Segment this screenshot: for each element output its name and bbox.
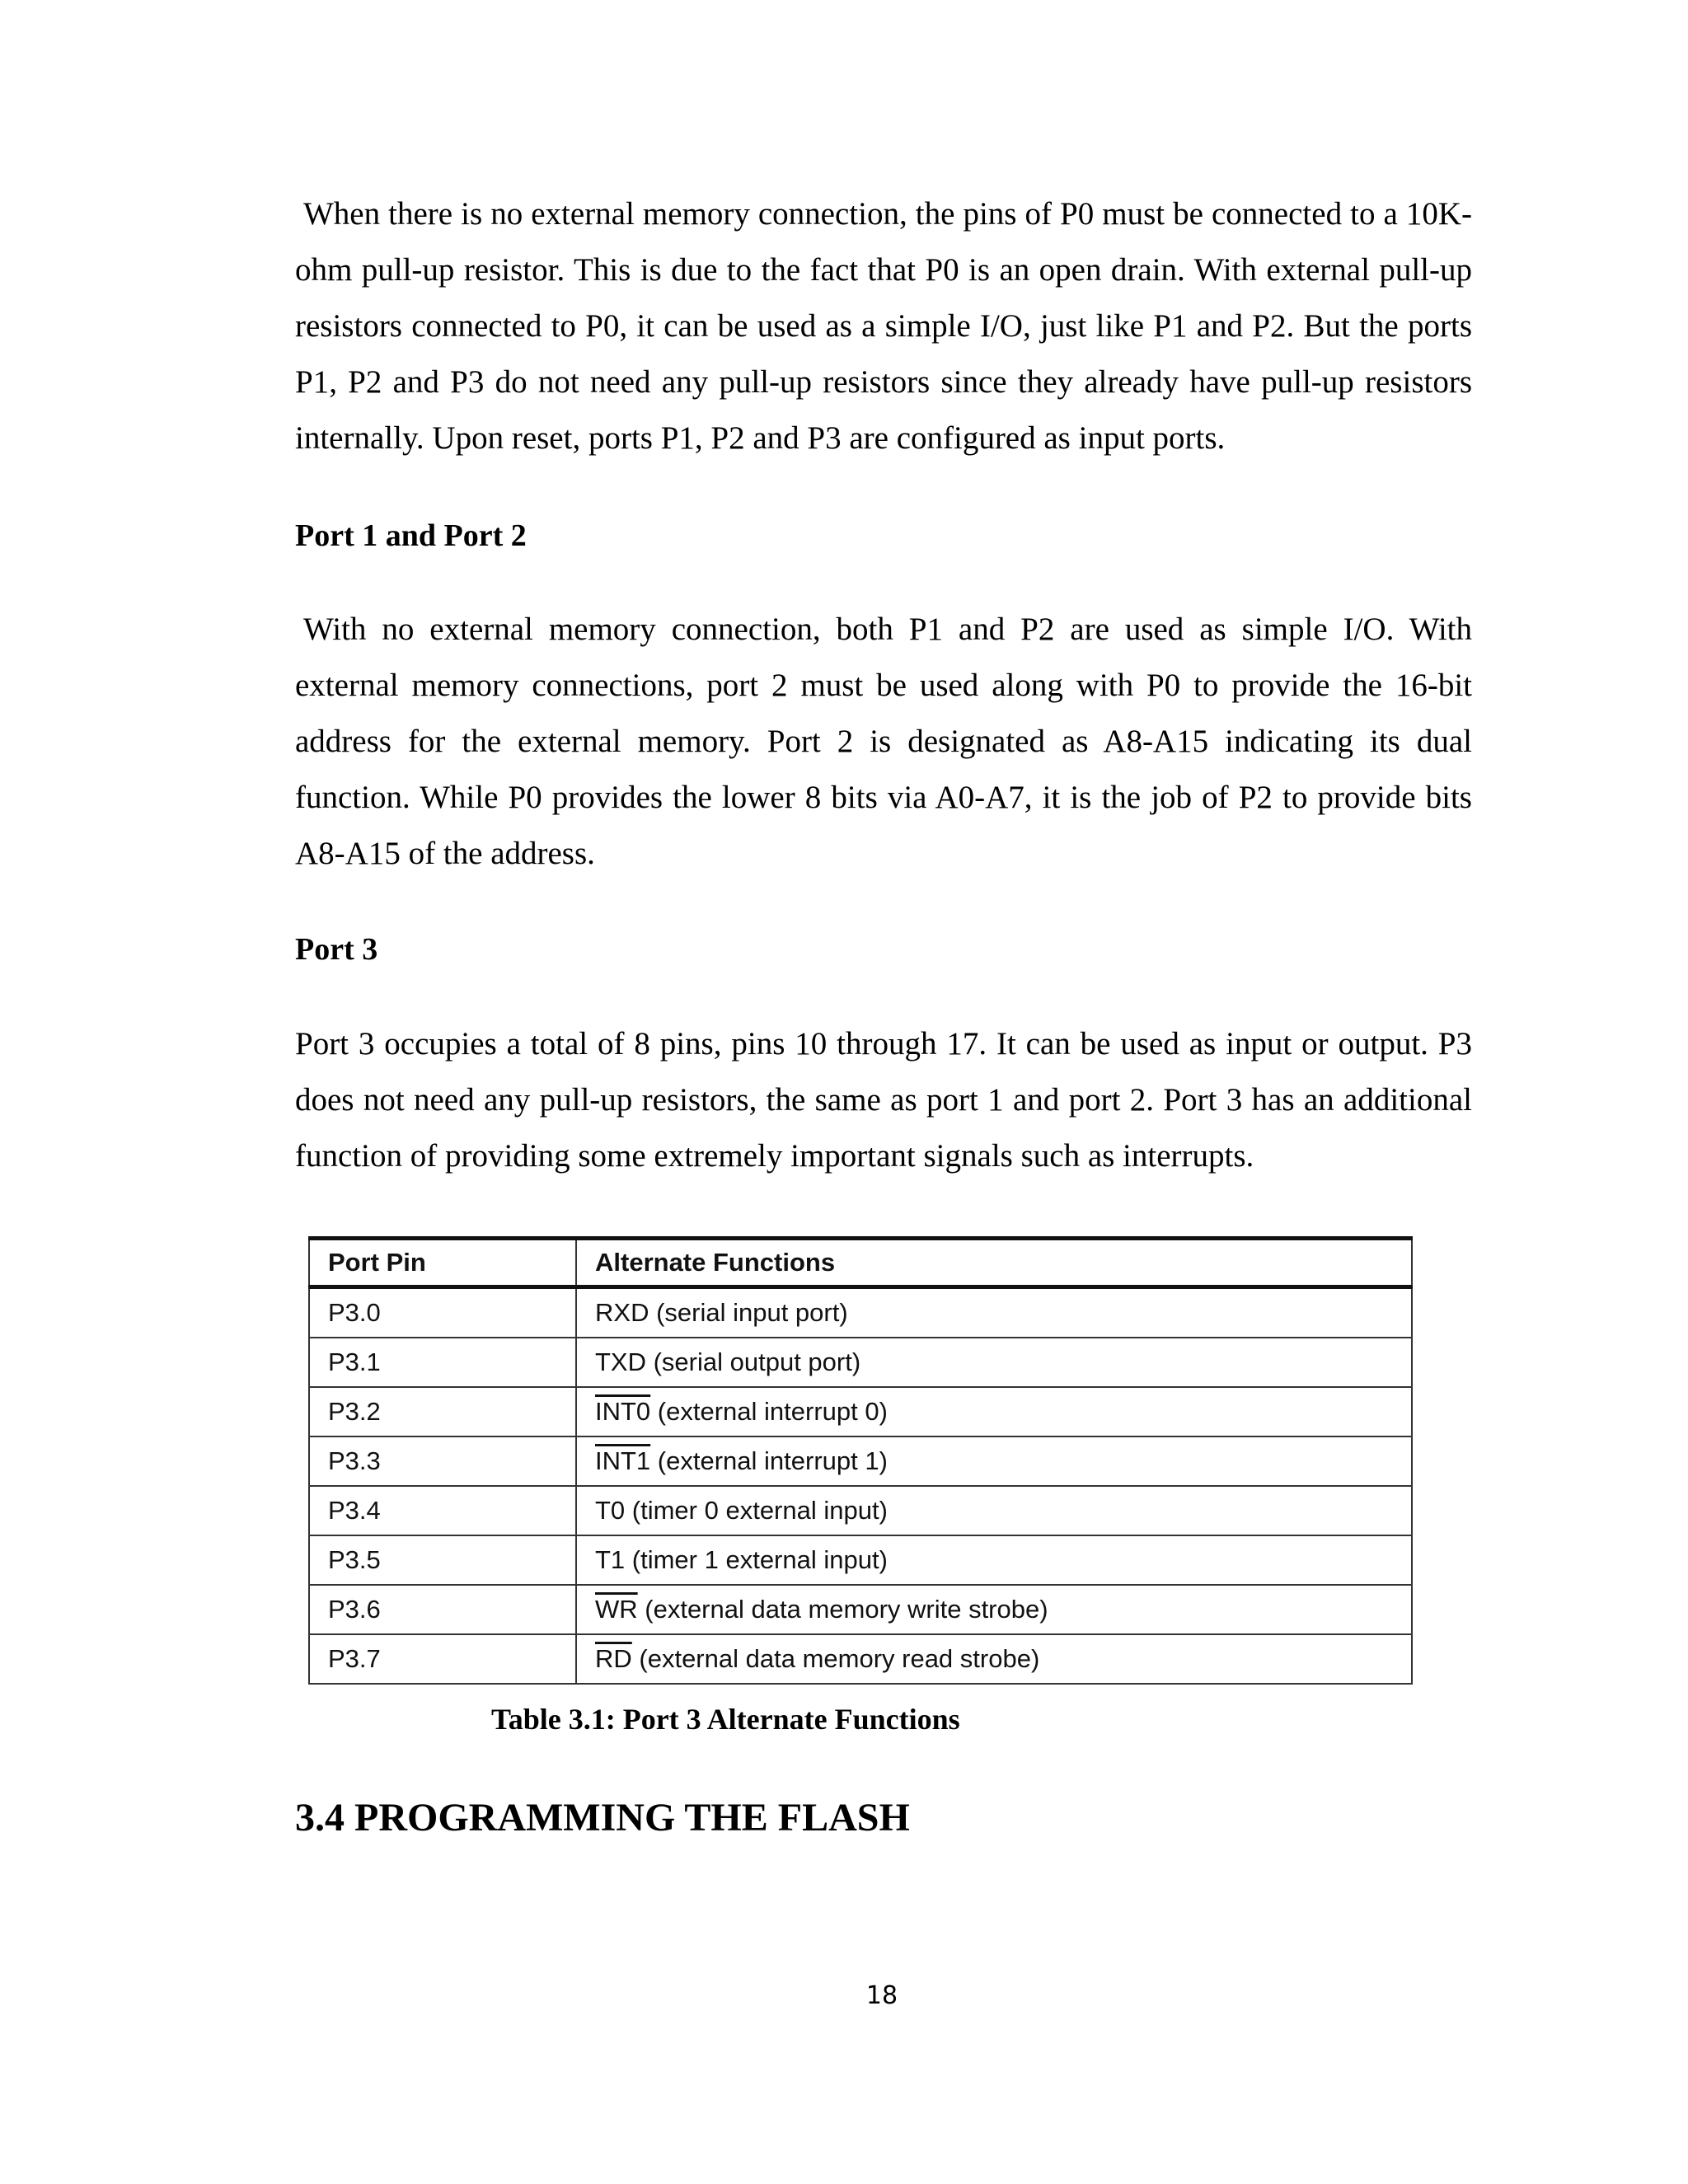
table-row xyxy=(309,1486,1412,1535)
function-description: (external interrupt 0) xyxy=(650,1397,888,1426)
alt-table xyxy=(308,1236,1413,1685)
active-low-signal: $\overline{WR}$ xyxy=(595,1595,638,1624)
active-low-signal: INT0 xyxy=(595,1397,651,1426)
active-low-signal: $\overline{RD}$ xyxy=(595,1644,632,1673)
table-row xyxy=(309,1387,1412,1436)
paragraph-port-3: Port 3 occupies a total of 8 pins, pins 10 through 17. It can be used as input or output. P3 does not need any pull-up resistors, the same as port 1 and port 2. Port 3 has an additional function of providing some extremely important signals such as interrupts. xyxy=(295,1026,1472,1174)
table-row xyxy=(309,1535,1412,1585)
function-cell xyxy=(576,1535,1412,1585)
paragraph-p0-pullup: When there is no external memory connection, the pins of P0 must be connected to a 10K-ohm pull-up resistor. This is due to the fact that P0 is an open drain. With external pull-up resistors connected to P0, it can be used as a simple I/O, just like P1 and P2. But the ports P1, P2 and P3 do not need any pull-up resistors since they already have pull-up resistors internally. Upon reset, ports P1, P2 and P3 are configured as input ports. xyxy=(295,196,1472,456)
function-cell xyxy=(576,1287,1412,1338)
function-description: TXD (serial output port) xyxy=(595,1347,861,1376)
function-description: RXD (serial input port) xyxy=(595,1298,848,1327)
port-pin-cell: P3.2 xyxy=(309,1387,576,1436)
section-title: 3.4 PROGRAMMING THE FLASH xyxy=(295,1796,910,1840)
table-row xyxy=(309,1287,1412,1338)
function-description: T1 (timer 1 external input) xyxy=(595,1545,888,1574)
table-row xyxy=(309,1338,1412,1387)
function-description: (external interrupt 1) xyxy=(650,1446,888,1475)
heading-port-3: Port 3 xyxy=(295,932,378,967)
port-pin-cell: P3.1 xyxy=(309,1338,576,1387)
function-cell xyxy=(576,1338,1412,1387)
port-pin-cell: P3.0 xyxy=(309,1287,576,1338)
function-cell xyxy=(576,1585,1412,1634)
header-port-pin: Port Pin xyxy=(309,1239,576,1287)
table-caption: Table 3.1: Port 3 Alternate Functions xyxy=(491,1703,960,1736)
function-cell xyxy=(576,1486,1412,1535)
port-pin-cell: P3.5 xyxy=(309,1535,576,1585)
function-description: T0 (timer 0 external input) xyxy=(595,1496,888,1525)
port-pin-cell: P3.3 xyxy=(309,1436,576,1486)
function-cell xyxy=(576,1634,1412,1684)
header-alternate-functions: Alternate Functions xyxy=(576,1239,1412,1287)
port-pin-cell: P3.6 xyxy=(309,1585,576,1634)
function-cell xyxy=(576,1436,1412,1486)
port3-alternate-functions-table xyxy=(308,1236,1413,1685)
function-description: (external data memory read strobe) xyxy=(631,1644,1040,1673)
table-row xyxy=(309,1436,1412,1486)
active-low-signal: INT1 xyxy=(595,1446,651,1475)
paragraph-port-1-2: With no external memory connection, both P1 and P2 are used as simple I/O. With external memory connections, port 2 must be used along with P0 to provide the 16-bit address for the external memory. Port 2 is designated as A8-A15 indicating its dual function. While P0 provides the lower 8 bits via A0-A7, it is the job of P2 to provide bits A8-A15 of the address. xyxy=(295,612,1472,871)
heading-port-1-and-2: Port 1 and Port 2 xyxy=(295,518,527,553)
function-cell xyxy=(576,1387,1412,1436)
page-number: 18 xyxy=(865,1981,898,2010)
port-pin-cell: P3.4 xyxy=(309,1486,576,1535)
function-description: (external data memory write strobe) xyxy=(637,1595,1048,1624)
table-row xyxy=(309,1634,1412,1684)
port-pin-cell: P3.7 xyxy=(309,1634,576,1684)
table-header-row xyxy=(309,1239,1412,1287)
table-row xyxy=(309,1585,1412,1634)
